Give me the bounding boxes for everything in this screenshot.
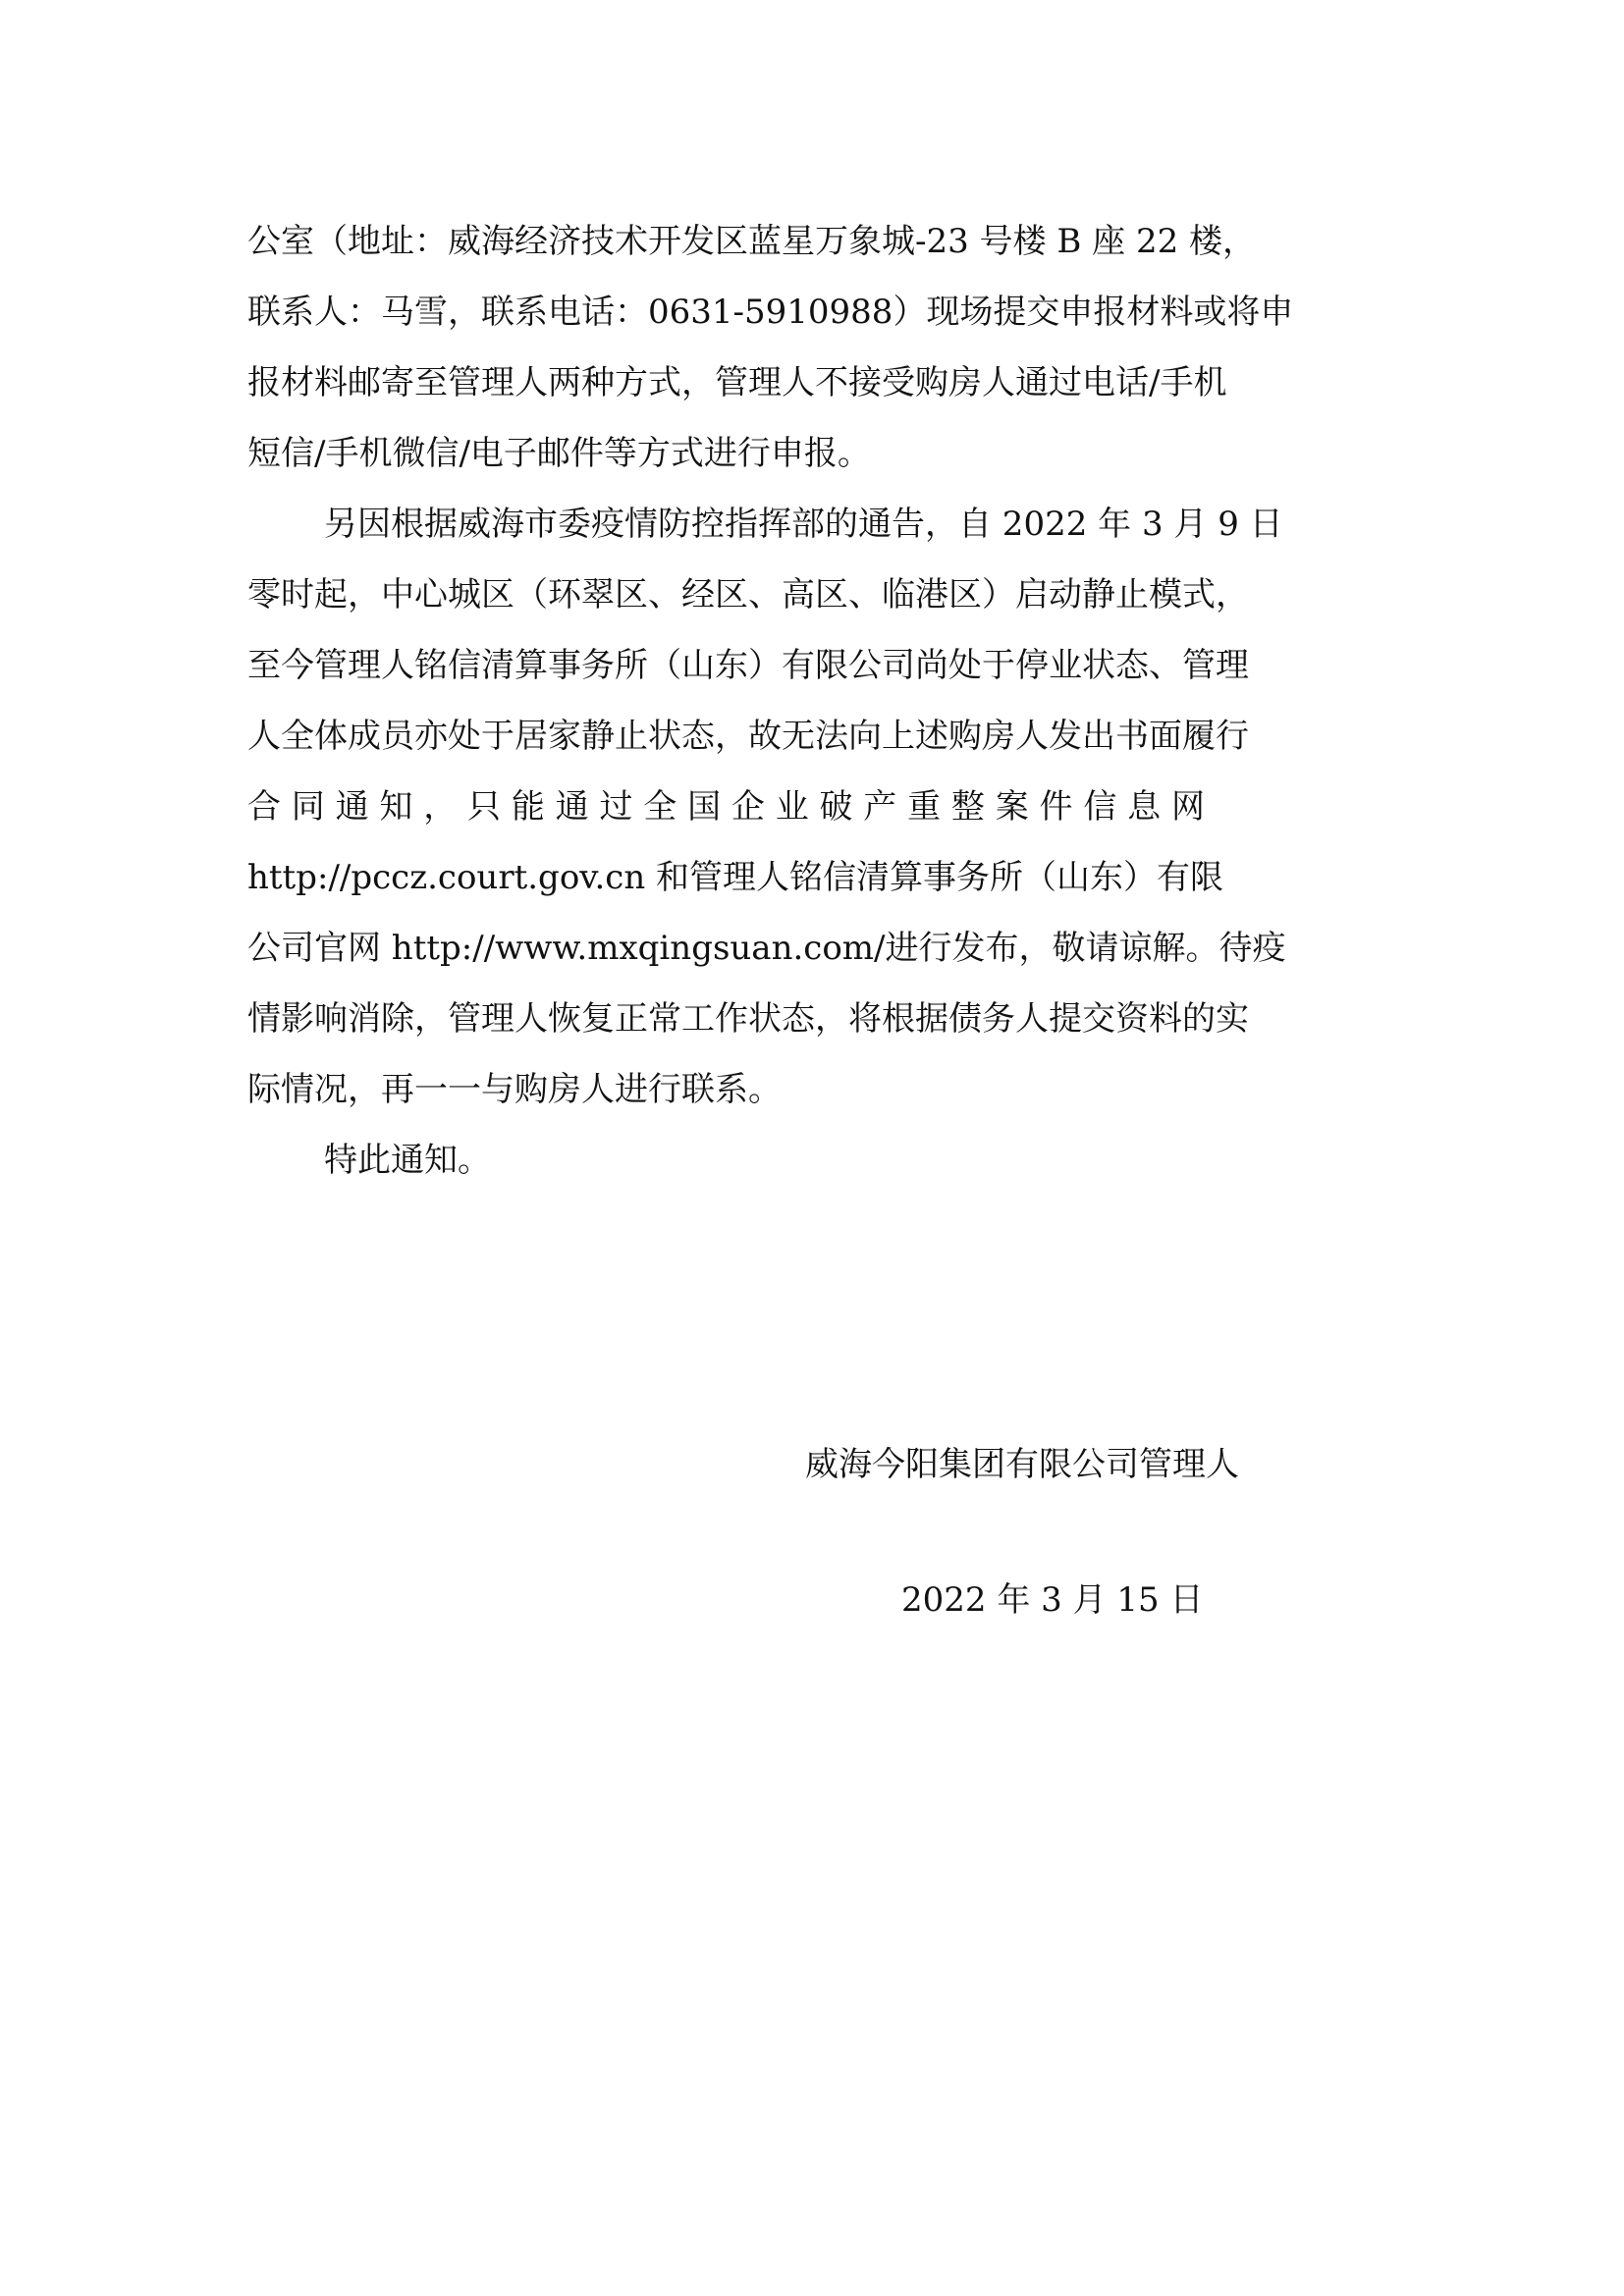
body-line: 报材料邮寄至管理人两种方式，管理人不接受购房人通过电话/手机	[247, 363, 1227, 402]
body-line: 另因根据威海市委疫情防控指挥部的通告，自 2022 年 3 月 9 日	[324, 505, 1283, 544]
notice-body	[247, 206, 1386, 1196]
body-line: 情影响消除，管理人恢复正常工作状态，将根据债务人提交资料的实	[247, 999, 1249, 1039]
closing-line: 特此通知。	[324, 1141, 491, 1180]
body-line: 至今管理人铭信清算事务所（山东）有限公司尚处于停业状态、管理	[247, 646, 1249, 685]
body-line: 联系人：马雪，联系电话：0631-5910988）现场提交申报材料或将申	[247, 293, 1294, 332]
body-line: 人全体成员亦处于居家静止状态，故无法向上述购房人发出书面履行	[247, 717, 1249, 756]
signature-organization: 威海今阳集团有限公司管理人	[805, 1445, 1239, 1484]
body-line: 际情况，再一一与购房人进行联系。	[247, 1070, 782, 1109]
body-line: http://pccz.court.gov.cn 和管理人铭信清算事务所（山东）有限	[247, 858, 1224, 897]
body-line: 公室（地址：威海经济技术开发区蓝星万象城-23 号楼 B 座 22 楼，	[247, 222, 1257, 261]
signature-date: 2022 年 3 月 15 日	[901, 1580, 1204, 1620]
body-line: 短信/手机微信/电子邮件等方式进行申报。	[247, 434, 871, 473]
body-line: 零时起，中心城区（环翠区、经区、高区、临港区）启动静止模式，	[247, 575, 1249, 614]
body-line: 公司官网 http://www.mxqingsuan.com/进行发布，敬请谅解。待疫	[247, 929, 1286, 968]
body-line: 合 同 通 知 ， 只 能 通 过 全 国 企 业 破 产 重 整 案 件 信 息 网	[247, 787, 1205, 827]
